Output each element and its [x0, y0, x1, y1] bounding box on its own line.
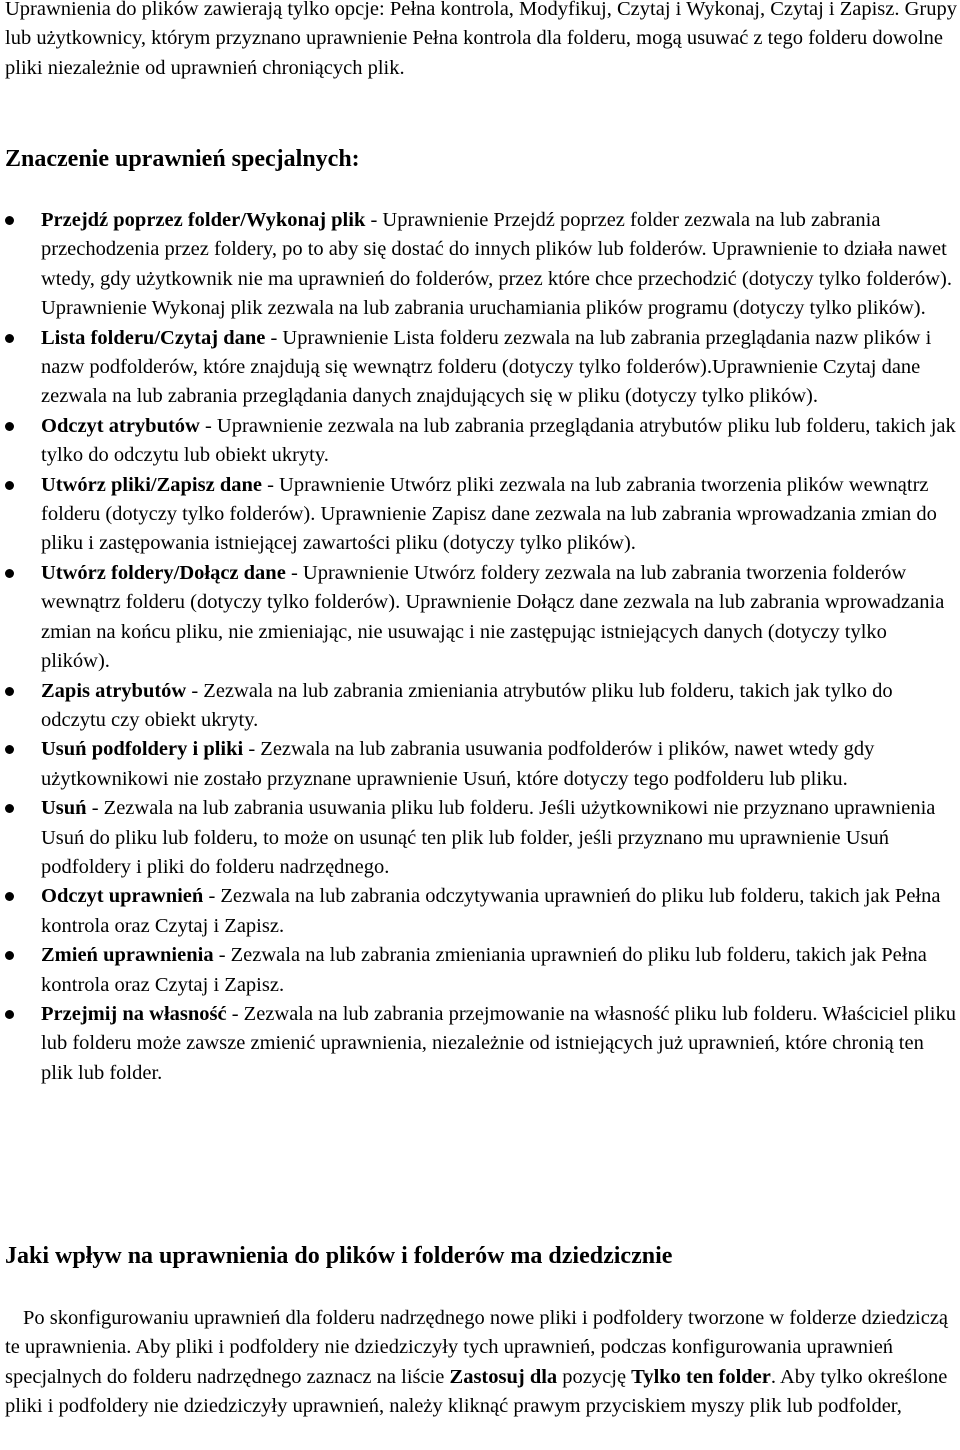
emphasis-this-folder-only: Tylko ten folder	[631, 1365, 771, 1388]
bullet-icon	[5, 481, 14, 490]
bullet-icon	[5, 892, 14, 901]
permission-description: - Zezwala na lub zabrania przejmowanie na własność pliku lub folderu. Właściciel pliku lub folderu może zawsze zmienić uprawnienia, niezależnie od istniejących już uprawnień, które chronią ten plik lub folder.	[41, 1002, 956, 1084]
paragraph-text: . Aby tylko określone pliki i podfoldery nie dziedziczyły uprawnień, należy kliknąć prawym przyciskiem myszy plik lub podfolder,	[5, 1365, 948, 1418]
permission-term: Zapis atrybutów	[41, 679, 187, 702]
permission-term: Przejmij na własność	[41, 1002, 227, 1025]
bullet-icon	[5, 216, 14, 225]
permission-description: - Zezwala na lub zabrania zmieniania uprawnień do pliku lub folderu, takich jak Pełna kontrola oraz Czytaj i Zapisz.	[41, 944, 927, 996]
bullet-icon	[5, 422, 14, 431]
permission-description: - Uprawnienie Utwórz foldery zezwala na lub zabrania tworzenia folderów wewnątrz folderu (dotyczy tylko folderów). Uprawnienie Dołącz dane zezwala na lub zabrania wprowadzania zmian na końcu pliku, nie zmieniając, nie usuwając i nie zastępując istniejących danych (dotyczy tylko plików).	[41, 561, 945, 673]
bullet-icon	[5, 804, 14, 813]
permission-term: Usuń podfoldery i pliki	[41, 738, 244, 761]
permission-description: - Zezwala na lub zabrania zmieniania atrybutów pliku lub folderu, takich jak tylko do odczytu czy obiekt ukryty.	[41, 679, 893, 731]
permission-description: - Uprawnienie Utwórz pliki zezwala na lub zabrania tworzenia plików wewnątrz folderu (dotyczy tylko folderów). Uprawnienie Zapisz dane zezwala na lub zabrania wprowadzania zmian do pliku i zastępowania istniejącej zawartości pliku (dotyczy tylko plików).	[41, 473, 937, 555]
list-item	[0, 677, 960, 736]
permission-term: Zmień uprawnienia	[41, 944, 214, 967]
permission-description: - Uprawnienie Przejdź poprzez folder zezwala na lub zabrania przechodzenia przez foldery, po to aby się dostać do innych plików lub folderów. Uprawnienie to działa nawet wtedy, gdy użytkownik nie ma uprawnień do folderów, przez które chce przechodzić (dotyczy tylko folderów). Uprawnienie Wykonaj plik zezwala na lub zabrania uruchamiania plików programu (dotyczy tylko plików).	[41, 209, 952, 320]
list-item	[0, 735, 960, 794]
permission-term: Odczyt atrybutów	[41, 414, 200, 437]
permission-term: Odczyt uprawnień	[41, 885, 204, 908]
permission-description: - Zezwala na lub zabrania odczytywania uprawnień do pliku lub folderu, takich jak Pełna kontrola oraz Czytaj i Zapisz.	[41, 885, 941, 937]
permission-description: - Zezwala na lub zabrania usuwania podfolderów i plików, nawet wtedy gdy użytkownikowi nie zostało przyznane uprawnienie Usuń, które dotyczy tego podfolderu lub pliku.	[41, 738, 875, 790]
permission-term: Utwórz foldery/Dołącz dane	[41, 561, 286, 584]
section-heading-special-permissions: Znaczenie uprawnień specjalnych:	[5, 146, 360, 172]
paragraph-text: pozycję	[557, 1365, 632, 1388]
permission-term: Utwórz pliki/Zapisz dane	[41, 473, 262, 496]
bullet-icon	[5, 745, 14, 754]
permission-term: Przejdź poprzez folder/Wykonaj plik	[41, 209, 366, 231]
list-item	[0, 1000, 960, 1088]
permission-description: - Uprawnienie Lista folderu zezwala na lub zabrania przeglądania nazw plików i nazw podfolderów, które znajdują się wewnątrz folderu (dotyczy tylko folderów).Uprawnienie Czytaj dane zezwala na lub zabrania przeglądania danych znajdujących się w pliku (dotyczy tylko plików).	[41, 326, 932, 408]
emphasis-apply-to: Zastosuj dla	[449, 1365, 558, 1388]
bullet-icon	[5, 569, 14, 578]
inheritance-paragraph	[5, 1304, 958, 1422]
section-heading-inheritance: Jaki wpływ na uprawnienia do plików i folderów ma dziedzicznie	[5, 1243, 673, 1269]
bullet-icon	[5, 951, 14, 960]
paragraph-text: Po skonfigurowaniu uprawnień dla folderu nadrzędnego nowe pliki i podfoldery tworzone w folderze dziedziczą te uprawnienia. Aby pliki i podfoldery nie dziedziczyły tych uprawnień, podczas konfigurowania uprawnień specjalnych do folderu nadrzędnego zaznacz na liście	[5, 1307, 949, 1388]
list-item	[0, 206, 960, 324]
permissions-list	[0, 206, 960, 1088]
bullet-icon	[5, 1010, 14, 1019]
permission-term: Usuń	[41, 797, 87, 820]
list-item	[0, 882, 960, 941]
intro-paragraph: Uprawnienia do plików zawierają tylko opcje: Pełna kontrola, Modyfikuj, Czytaj i Wykonaj, Czytaj i Zapisz. Grupy lub użytkownicy, którym przyznano uprawnienie Pełna kontrola dla folderu, mogą usuwać z tego folderu dowolne pliki niezależnie od uprawnień chroniących plik.	[5, 0, 957, 79]
list-item	[0, 471, 960, 559]
bullet-icon	[5, 687, 14, 696]
bullet-icon	[5, 334, 14, 343]
permission-term: Lista folderu/Czytaj dane	[41, 326, 266, 349]
list-item	[0, 941, 960, 1000]
list-item	[0, 412, 960, 471]
permission-description: - Zezwala na lub zabrania usuwania pliku lub folderu. Jeśli użytkownikowi nie przyznano uprawnienia Usuń do pliku lub folderu, to może on usunąć ten plik lub folder, jeśli przyznano mu uprawnienie Usuń podfoldery i pliki do folderu nadrzędnego.	[41, 797, 936, 878]
list-item	[0, 559, 960, 677]
permission-description: - Uprawnienie zezwala na lub zabrania przeglądania atrybutów pliku lub folderu, takich jak tylko do odczytu lub obiekt ukryty.	[41, 414, 956, 467]
list-item	[0, 794, 960, 882]
list-item	[0, 324, 960, 412]
